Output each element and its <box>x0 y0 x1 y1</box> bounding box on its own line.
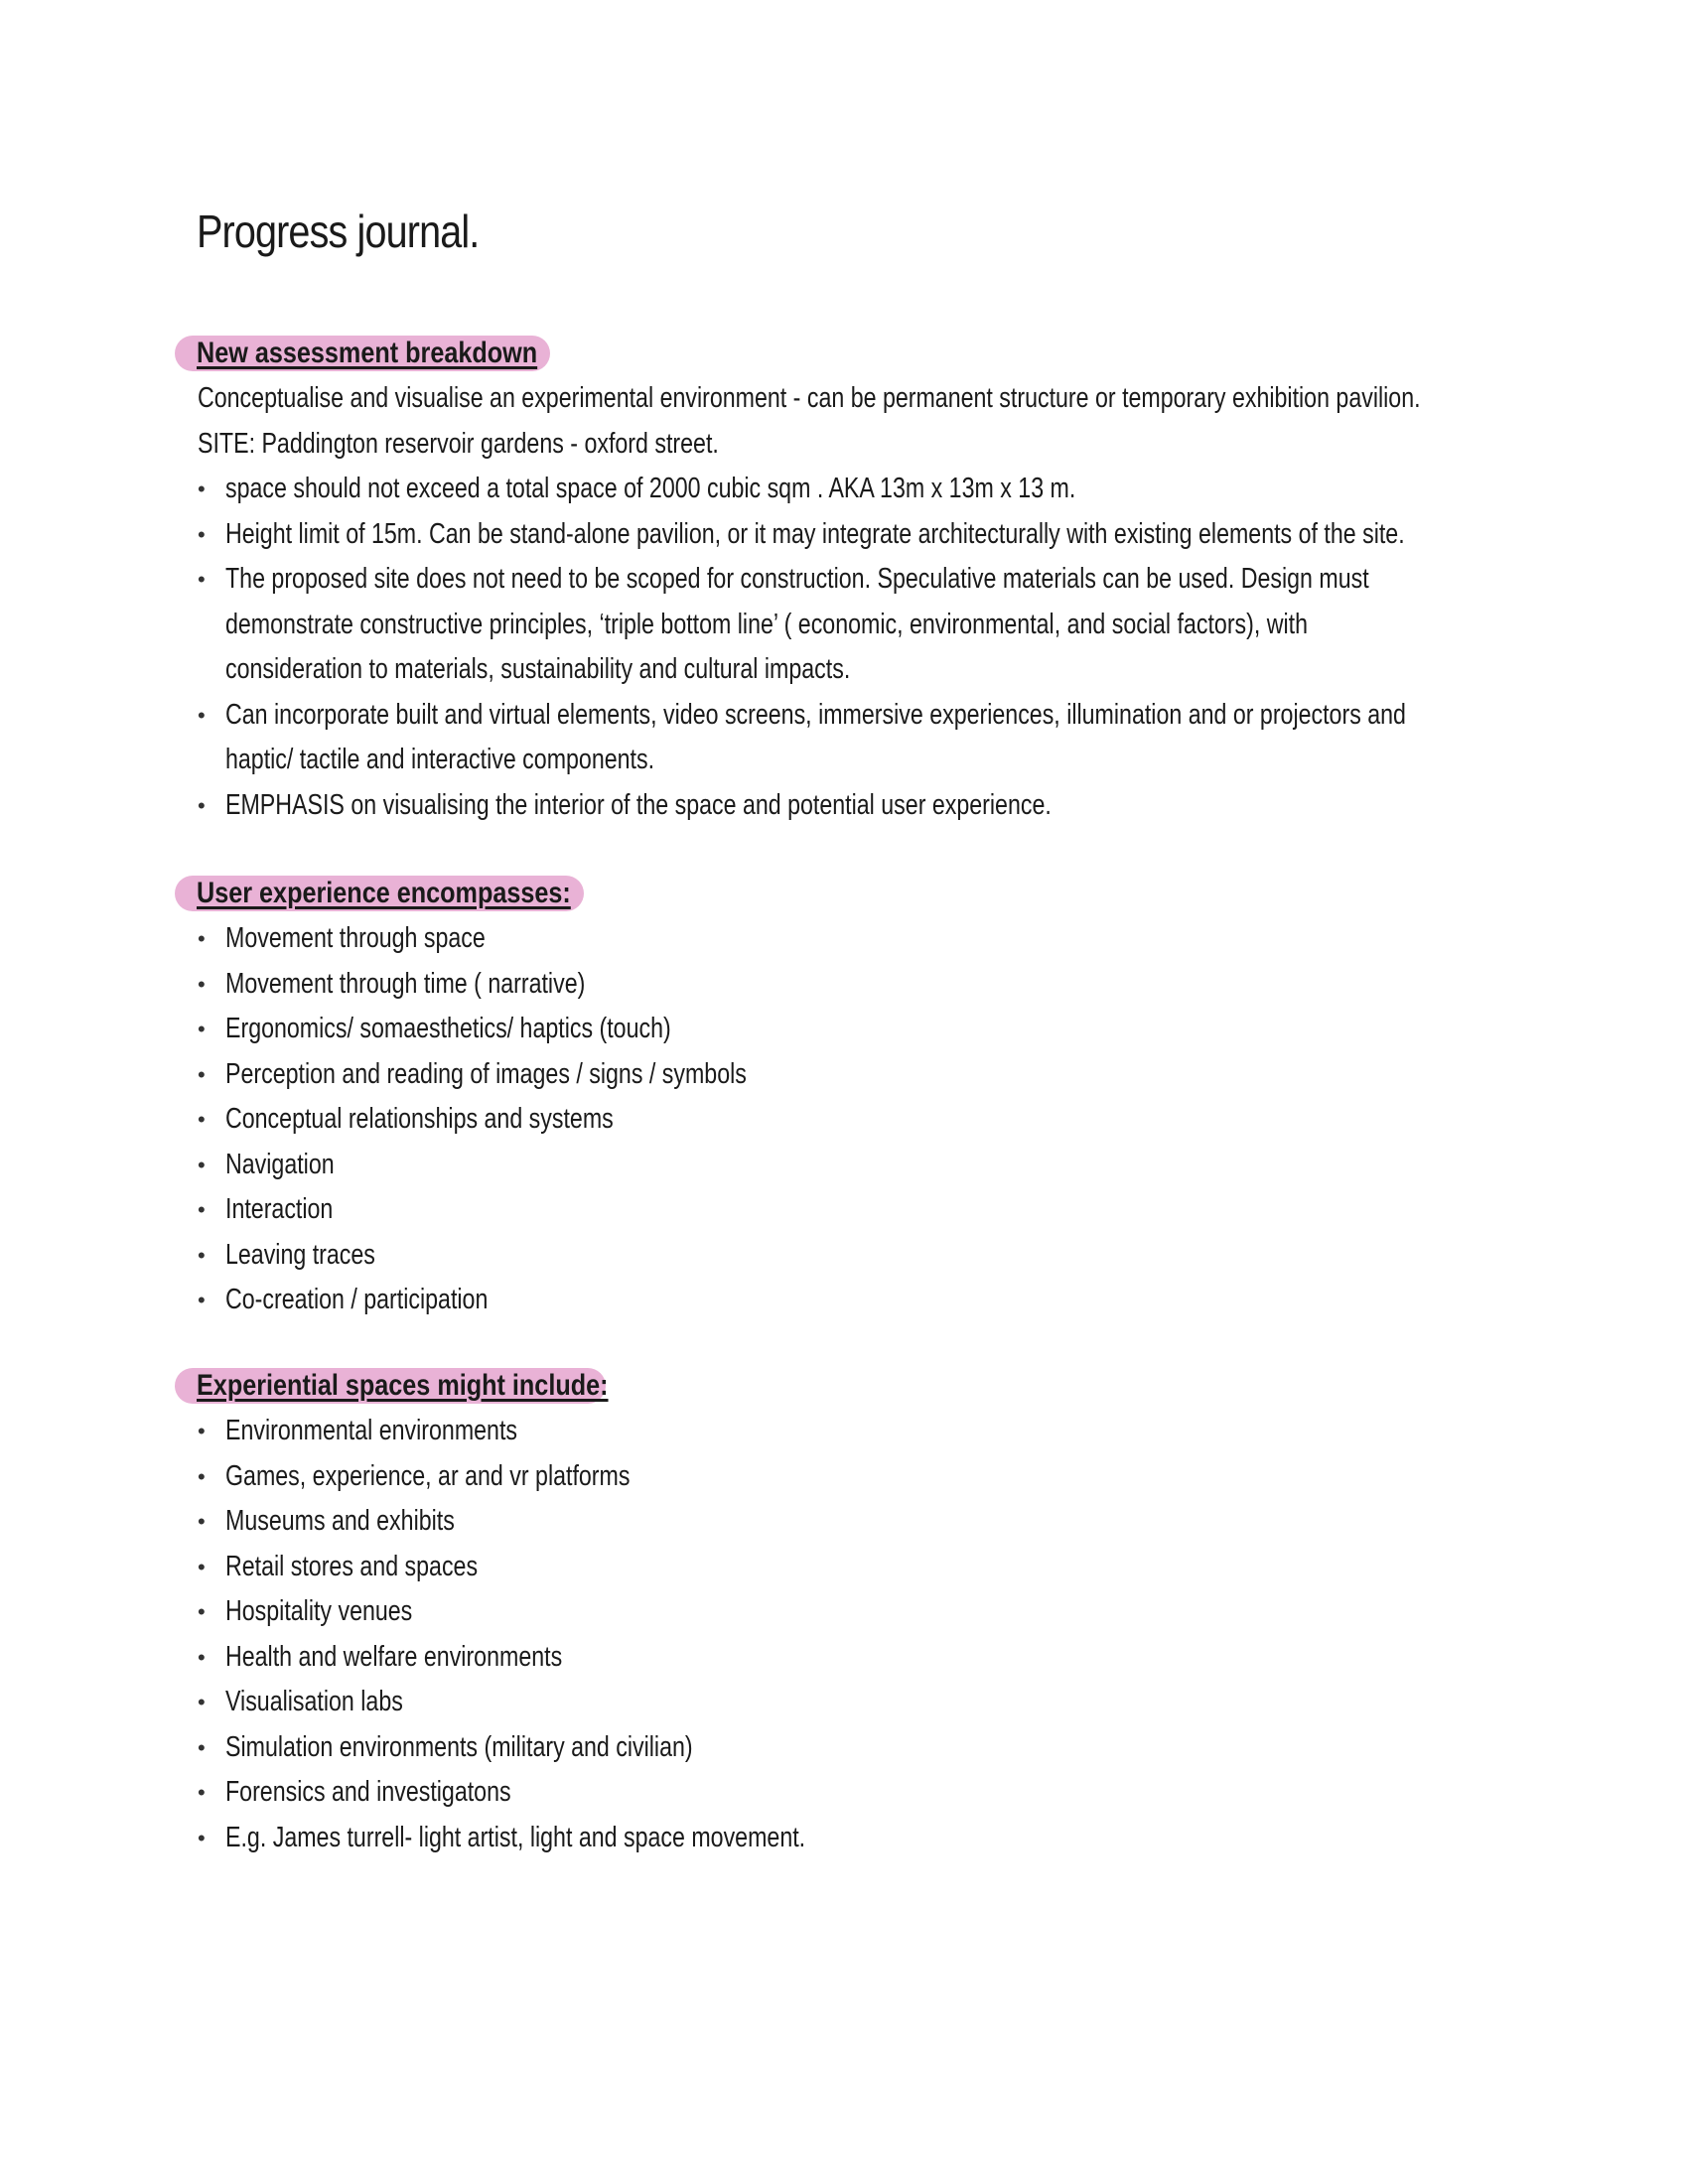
list-item-text: Games, experience, ar and vr platforms <box>225 1459 631 1492</box>
bullet-marker: • <box>198 1690 206 1714</box>
page-title: Progress journal. <box>197 205 480 257</box>
list-item-text: Simulation environments (military and civilian) <box>225 1730 693 1763</box>
bullet-marker: • <box>198 1509 206 1534</box>
list-item-text: Visualisation labs <box>225 1686 403 1717</box>
section-heading: User experience encompasses: <box>197 877 571 909</box>
list-item-text: The proposed site does not need to be scoped for construction. Speculative materials can be used. Design must <box>225 563 1369 595</box>
bullet-marker: • <box>198 1599 206 1624</box>
list-item-text: Forensics and investigatons <box>225 1776 511 1808</box>
bullet-marker: • <box>198 1017 206 1041</box>
bullet-marker: • <box>198 1419 206 1443</box>
list-item-text: E.g. James turrell- light artist, light and space movement. <box>225 1821 806 1853</box>
bullet-marker: • <box>198 1825 206 1850</box>
bullet-marker: • <box>198 567 206 592</box>
section-heading-highlight <box>175 876 584 911</box>
list-item-text: haptic/ tactile and interactive components. <box>225 744 655 775</box>
bullet-marker: • <box>198 971 206 997</box>
list-item-text: Co-creation / participation <box>225 1284 489 1315</box>
list-item-text: Leaving traces <box>225 1238 375 1271</box>
section-heading-highlight <box>175 1368 609 1404</box>
list-item-text: Museums and exhibits <box>225 1505 455 1537</box>
bullet-marker: • <box>198 792 206 818</box>
list-item-text: Can incorporate built and virtual elements, video screens, immersive experiences, illumination and or projectors and <box>225 698 1406 731</box>
list-item-text: Navigation <box>225 1148 335 1180</box>
list-item-text: Hospitality venues <box>225 1595 413 1627</box>
bullet-marker: • <box>198 1644 206 1670</box>
list-item-text: consideration to materials, sustainability and cultural impacts. <box>225 653 851 685</box>
list-item-text: Movement through time ( narrative) <box>225 967 586 1000</box>
bullet-marker: • <box>198 1734 206 1760</box>
bullet-marker: • <box>198 521 206 547</box>
bullet-marker: • <box>198 926 206 951</box>
list-item-text: Ergonomics/ somaesthetics/ haptics (touch) <box>225 1013 671 1044</box>
bullet-marker: • <box>198 477 206 501</box>
bullet-marker: • <box>198 1463 206 1489</box>
intro-line: Conceptualise and visualise an experimental environment - can be permanent structure or temporary exhibition pavilion. <box>198 382 1421 414</box>
list-item-text: Height limit of 15m. Can be stand-alone pavilion, or it may integrate architecturally with existing elements of the site. <box>225 517 1405 550</box>
section-heading: Experiential spaces might include: <box>197 1369 609 1402</box>
list-item-text: Environmental environments <box>225 1415 518 1446</box>
bullet-marker: • <box>198 1197 206 1222</box>
bullet-marker: • <box>198 1152 206 1177</box>
bullet-marker: • <box>198 1288 206 1312</box>
list-item-text: Conceptual relationships and systems <box>225 1103 614 1135</box>
intro-line: SITE: Paddington reservoir gardens - oxford street. <box>198 427 719 460</box>
bullet-marker: • <box>198 1107 206 1132</box>
list-item-text: space should not exceed a total space of 2000 cubic sqm . AKA 13m x 13m x 13 m. <box>225 473 1076 504</box>
list-item-text: Perception and reading of images / signs / symbols <box>225 1057 747 1090</box>
section-heading: New assessment breakdown <box>197 337 538 369</box>
list-item-text: demonstrate constructive principles, ‘triple bottom line’ ( economic, environmental, and social factors), with <box>225 608 1309 640</box>
bullet-marker: • <box>198 1554 206 1579</box>
list-item-text: Health and welfare environments <box>225 1640 563 1673</box>
list-item-text: Retail stores and spaces <box>225 1550 479 1582</box>
list-item-text: Interaction <box>225 1193 334 1225</box>
bullet-marker: • <box>198 702 206 728</box>
bullet-marker: • <box>198 1061 206 1087</box>
section-heading-highlight <box>175 336 550 371</box>
bullet-marker: • <box>198 1242 206 1268</box>
bullet-marker: • <box>198 1780 206 1805</box>
list-item-text: EMPHASIS on visualising the interior of the space and potential user experience. <box>225 788 1052 821</box>
list-item-text: Movement through space <box>225 922 486 954</box>
